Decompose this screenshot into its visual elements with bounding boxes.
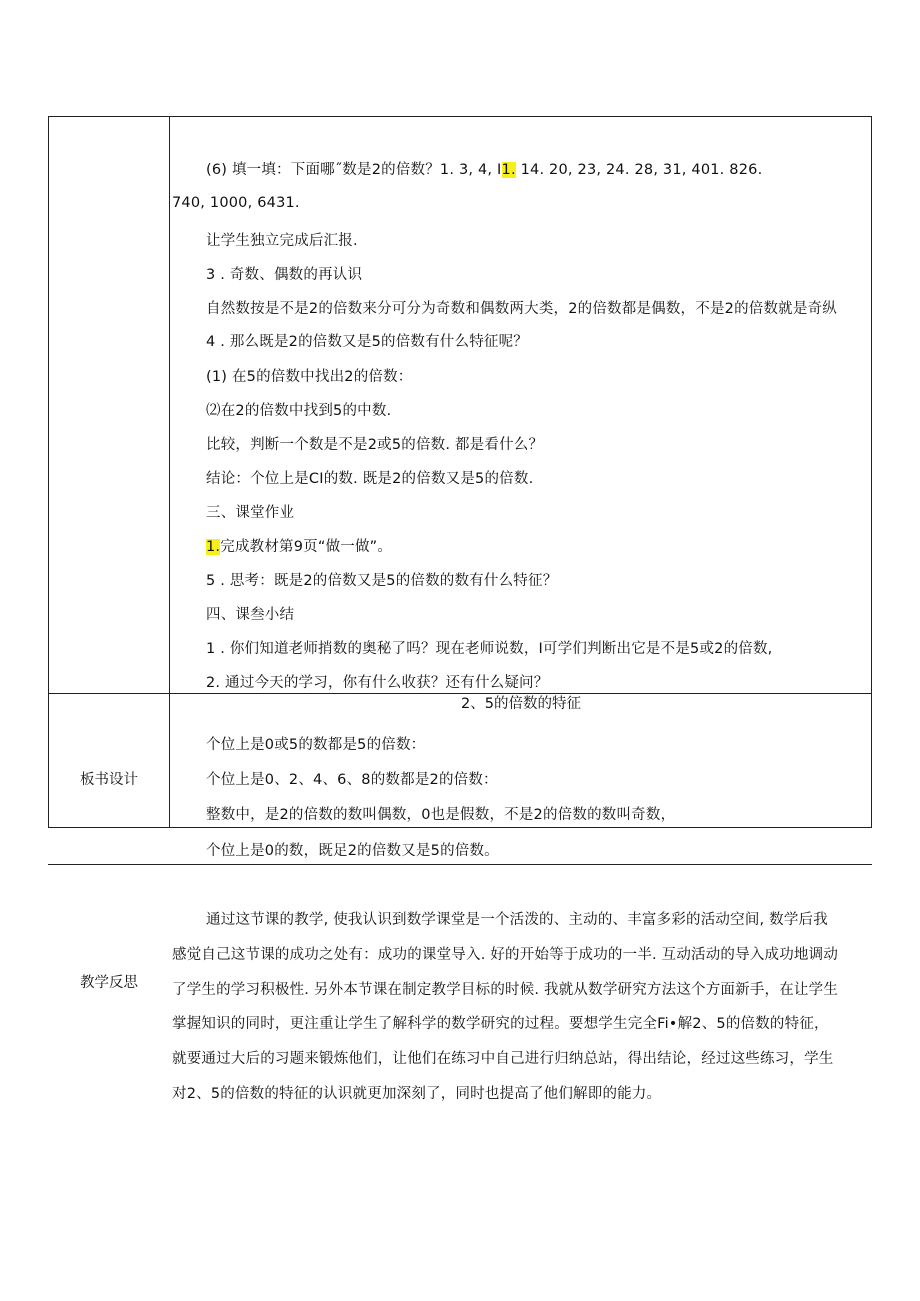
board-line: 个位上是0或5的数都是5的倍数：	[206, 737, 426, 753]
process-line	[206, 265, 362, 285]
line-text: 14. 20, 23, 24. 28, 31, 401. 826.	[515, 162, 763, 178]
line-text: 4 . 那么既是2的倍数又是5的倍数有什么特征呢？	[206, 334, 529, 350]
line-text: 自然数按是不是2的倍数来分可分为奇数和偶数两大类，2的倍数都是偶数，不是2的倍数就是奇纵	[206, 301, 837, 317]
board-line: 个位上是0、2、4、6、8的数都是2的倍数：	[206, 772, 498, 788]
line-text: 2. 通过今天的学习，你有什么收获？还有什么疑问？	[206, 675, 549, 691]
process-line	[206, 160, 762, 180]
line-text: 四、课叁小结	[206, 607, 295, 623]
reflection-line: 对2、5的倍数的特征的认识就更加深刻了，同时也提高了他们解即的能力。	[172, 1086, 662, 1102]
process-line	[206, 503, 294, 523]
board-line: 整数中，是2的倍数的数叫偶数，0也是假数，不是2的倍数的数叫奇数，	[206, 807, 676, 823]
reflection-line: 通过这节课的教学, 使我认识到数学课堂是一个活泼的、主动的、丰富多彩的活动空间, 数学后我	[206, 912, 828, 928]
process-line	[206, 332, 528, 352]
row-divider-reflection	[48, 864, 872, 865]
line-text: 5 . 思考：既是2的倍数又是5的倍数的数有什么特征？	[206, 573, 558, 589]
process-line	[206, 571, 557, 591]
line-text: 比较，判断一个数是不是2或5的倍数. 都是看什么？	[206, 437, 544, 453]
line-text: 三、课堂作业	[206, 505, 295, 521]
process-line	[206, 639, 773, 659]
process-line	[206, 299, 837, 319]
line-text: 740, 1000, 6431.	[172, 195, 300, 211]
line-text: 1 . 你们知道老师捎数的奥秘了吗？现在老师说数，I可学们判断出它是不是5或2的倍数,	[206, 641, 773, 657]
line-text: 结论：个位上是CI的数. 既是2的倍数又是5的倍数.	[206, 471, 534, 487]
reflection-line: 感觉自己这节课的成功之处有：成功的课堂导入. 好的开始等于成功的一半. 互动活动的导入成功地调动	[172, 947, 839, 963]
process-line	[206, 401, 391, 421]
line-text: 让学生独立完成后汇报.	[206, 233, 358, 249]
process-line	[172, 193, 300, 213]
line-text: 完成教材第9页“做一做”。	[220, 539, 393, 555]
process-line	[206, 673, 548, 693]
column-divider	[169, 116, 170, 828]
highlighted-text: 1.	[501, 162, 516, 178]
line-text: (1) 在5的倍数中找出2的倍数：	[206, 369, 413, 385]
process-line	[206, 367, 413, 387]
process-line	[206, 605, 294, 625]
board-design-label: 板书设计	[80, 772, 138, 788]
reflection-line: 就要通过大后的习题来锻炼他们，让他们在练习中自己进行归纳总站，得出结论，经过这些练习，学生	[172, 1051, 834, 1067]
reflection-line: 掌握知识的同时，更注重让学生了解科学的数学研究的过程。要想学生完全Fi•解2、5的倍数的特征，	[172, 1016, 829, 1032]
line-text: (6) 填一填：下面哪˝数是2的倍数？1. 3, 4, I	[206, 162, 502, 178]
process-line	[206, 469, 533, 489]
process-line	[206, 537, 392, 557]
reflection-label: 教学反思	[80, 975, 138, 991]
process-line	[206, 231, 358, 251]
board-title: 2、5的倍数的特征	[461, 696, 581, 712]
process-line	[206, 435, 543, 455]
line-text: ⑵在2的倍数中找到5的中数.	[206, 403, 392, 419]
reflection-line: 了学生的学习积极性. 另外本节课在制定教学目标的时候. 我就从数学研究方法这个方面新手，在让学生	[172, 982, 839, 998]
line-text: 3 . 奇数、偶数的再认识	[206, 267, 363, 283]
board-line: 个位上是0的数，既足2的倍数又是5的倍数。	[206, 843, 499, 859]
highlighted-text: 1.	[206, 539, 221, 555]
